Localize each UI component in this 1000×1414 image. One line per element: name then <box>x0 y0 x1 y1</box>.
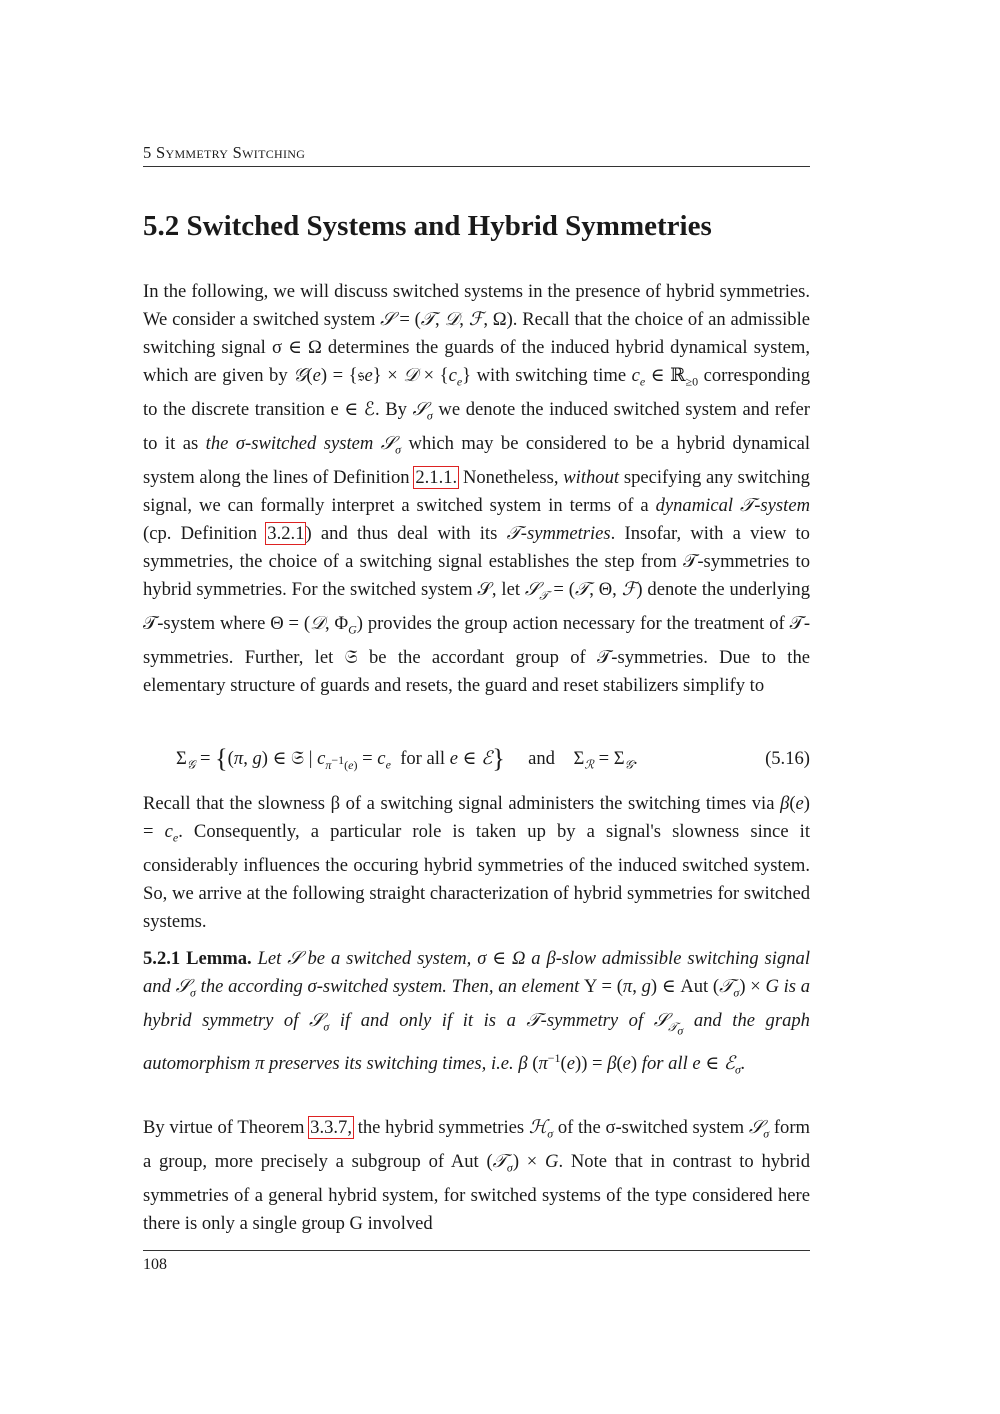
paragraph-intro: In the following, we will discuss switched systems in the presence of hybrid symmetries. We consider a switched system 𝒮 = (𝒯, 𝒟, ℱ, Ω). Recall that the choice of an admissible switching signal σ ∈ Ω determines the guards of the induced hybrid dynamical system, which are given by 𝒢(e) = {𝔰e} × 𝒟 × $\{c_e\}$ with switching time $c_e$ ∈ ℝ$_{\ge 0}$ corresponding to the discrete transition e ∈ ℰ. By 𝒮$_\sigma$ we denote the induced switched system and refer to it as the σ-switched system 𝒮$_\sigma$ which may be considered to be a hybrid dynamical system along the lines of Definition 2.1.1. Nonetheless, without specifying any switching signal, we can formally interpret a switched system in terms of a dynamical 𝒯-system (cp. Definition 3.2.1) and thus deal with its 𝒯-symmetries. Insofar, with a view to symmetries, the choice of a switching signal establishes the step from 𝒯-symmetries to hybrid symmetries. For the switched system 𝒮, let 𝒮$_𝒯$ = (𝒯, Θ, ℱ) denote the underlying 𝒯-system where Θ = (𝒟, $\Phi_G$) provides the group action necessary for the treatment of 𝒯-symmetries. Further, let 𝔖 be the accordant group of 𝒯-symmetries. Due to the elementary structure of guards and resets, the guard and reset stabilizers simplify to <box>143 281 811 696</box>
text-run: Recall that the slowness β of a switching signal administers the switching times via <box>143 793 781 814</box>
text-run: ) and thus deal with its <box>305 522 507 544</box>
text-run: Let 𝒮 be a switched system, σ ∈ Ω a β-slow admissible switching signal and <box>143 948 811 998</box>
emphasis: without <box>563 466 620 488</box>
theorem-link-3-3-7[interactable]: 3.3.7, <box>310 1117 352 1138</box>
text-run: Nonetheless, <box>458 466 564 488</box>
text-run: (cp. Definition <box>143 522 267 544</box>
text-run: . Recall that the choice of an admissible switching signal σ ∈ Ω determines the guards of the induced hybrid dynamical system, which are given by <box>143 309 810 387</box>
text-run: . Consequently, a particular role is taken up by a signal's slowness since it considerably influences the occuring hybrid symmetries of the induced switched system. So, we arrive at the following straight characterization of hybrid symmetries for switched systems. <box>143 821 810 933</box>
footer-rule <box>143 1250 810 1251</box>
paragraph-slowness: Recall that the slowness β of a switching signal administers the switching times via $\beta(e) = c_e$. Consequently, a particular role is taken up by a signal's slowness since it considerably influences the occuring hybrid symmetries of the induced switched system. So, we arrive at the following straight characterization of hybrid symmetries for switched systems. <box>143 793 810 933</box>
emphasis: the σ-switched system 𝒮 <box>205 432 396 454</box>
text-run: specifying any switching signal, we can formally interpret a switched system in terms of a <box>143 466 810 516</box>
text-run: . Insofar, with a view to symmetries, the choice of a switching signal establishes the step from 𝒯-symmetries to hybrid symmetries. For the switched system 𝒮, let <box>143 522 810 601</box>
text-run: if and only if it is a 𝒯-symmetry of <box>329 1009 654 1031</box>
text-run: By virtue of Theorem <box>143 1117 310 1138</box>
text-run: with switching time <box>471 365 632 387</box>
lemma-5-2-1: 5.2.1 Lemma. Let 𝒮 be a switched system, σ ∈ Ω a β-slow admissible switching signal and 𝒮$_\sigma$ the according σ-switched system. Then, an element Υ = (π, g) ∈ Aut (𝒯$_\sigma$) × G is a hybrid symmetry of 𝒮$_\sigma$ if and only if it is a 𝒯-symmetry of 𝒮$_{𝒯_\sigma}$ and the graph automorphism π preserves its switching times, i.e. β $(\pi^{-1}(e)) = \beta(e)$ for all e ∈ ℰ$_\sigma$. <box>143 948 811 1078</box>
text-run: which may be considered to be a hybrid dynamical system along the lines of Definition <box>143 432 810 488</box>
text-run: of the σ-switched system <box>553 1117 749 1138</box>
equation-number: (5.16) <box>765 748 810 769</box>
text-run: denote the underlying 𝒯-system where <box>143 579 811 634</box>
text-run: corresponding to the discrete transition e ∈ ℰ. By <box>143 365 810 421</box>
paragraph-theorem: By virtue of Theorem 3.3.7, the hybrid symmetries ℋ$_\sigma$ of the σ-switched system 𝒮$_\sigma$ form a group, more precisely a subgroup of Aut (𝒯$_\sigma$) × G. Note that in contrast to hybrid symmetries of a general hybrid system, for switched systems of the type considered here there is only a single group G involved <box>143 1117 811 1234</box>
chapter-number: 5 <box>143 143 152 162</box>
emphasis: 𝒯-symmetries <box>506 522 611 544</box>
equation-body: $\Sigma_𝒢 = \{(\pi$, g) ∈ 𝔖 | $c_{\pi^{-1}(e)} = c_e$ for all e ∈ ℰ} and $\Sigma_ℛ = \Sigma_𝒢$. <box>176 744 638 773</box>
page-number: 108 <box>143 1256 167 1273</box>
text-run: form a group, more precisely a subgroup of <box>143 1117 810 1172</box>
text-run: we denote the induced switched system and refer to it as <box>143 399 810 454</box>
emphasis: dynamical 𝒯-system <box>655 494 810 516</box>
text-run: . <box>740 1053 746 1075</box>
equation-5-16 <box>143 742 810 776</box>
equation-text: for all <box>400 748 446 769</box>
chapter-title: Symmetry Switching <box>156 143 306 162</box>
text-run: the hybrid symmetries <box>353 1117 529 1138</box>
text-run: In the following, we will discuss switched systems in the presence of hybrid symmetries. We consider a switched system <box>143 281 810 331</box>
text-run: and the graph automorphism π preserves its switching times, i.e. <box>143 1009 810 1075</box>
definition-link-2-1-1[interactable]: 2.1.1. <box>415 466 458 488</box>
definition-link-3-2-1[interactable]: 3.2.1 <box>267 522 305 544</box>
section-title: 5.2 Switched Systems and Hybrid Symmetries <box>143 210 712 242</box>
text-run: the according σ-switched system. Then, an element <box>195 976 585 998</box>
text-run: . Note that in contrast to hybrid symmetries of a general hybrid system, for switched systems of the type considered here there is only a single group G involved <box>143 1150 811 1234</box>
text-run: is a hybrid symmetry of <box>143 976 811 1031</box>
running-head <box>143 143 810 167</box>
text-run: provides the group action necessary for the treatment of 𝒯-symmetries. Further, let 𝔖 be the accordant group of 𝒯-symmetries. Due to the elementary structure of guards and resets, the guard and reset stabilizers simplify to <box>143 612 811 696</box>
equation-text: and <box>528 748 555 769</box>
lemma-label: 5.2.1 Lemma. <box>143 948 252 969</box>
